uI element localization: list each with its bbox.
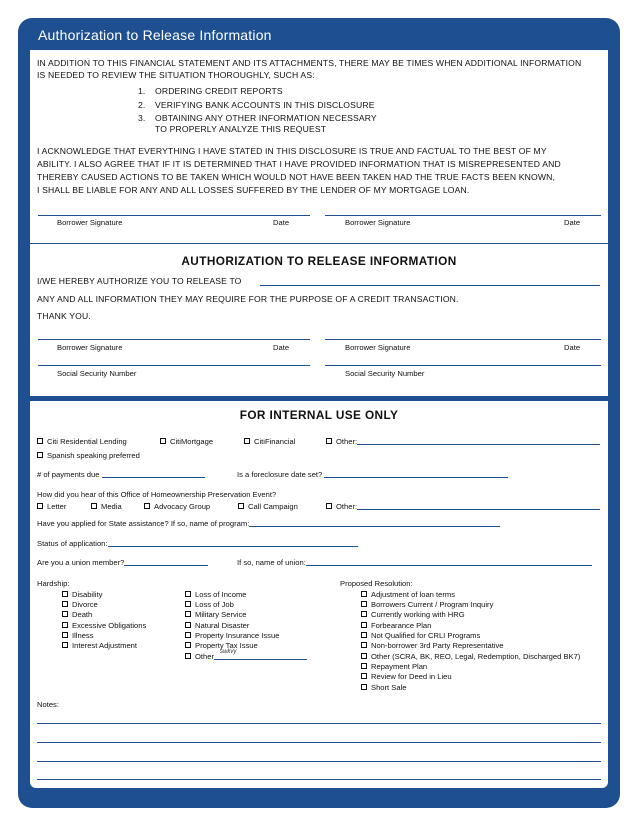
heard-option-other[interactable] [326, 501, 600, 513]
ssn-line[interactable] [38, 365, 310, 366]
checkbox[interactable] [185, 653, 191, 659]
option-label: Loss of Job [195, 600, 234, 609]
internal-use-panel [30, 401, 608, 788]
item-text-continued: TO PROPERLY ANALYZE THIS REQUEST [155, 124, 327, 134]
checkbox[interactable] [326, 438, 332, 444]
checkbox[interactable] [361, 611, 367, 617]
org-option-citi-residential[interactable] [37, 436, 127, 448]
resolution-option[interactable] [361, 682, 406, 694]
application-status-field[interactable] [108, 539, 358, 547]
hardship-option-other[interactable] [185, 651, 307, 663]
option-label: Not Qualified for CRLI Programs [371, 631, 481, 640]
option-label: Loss of Income [195, 590, 247, 599]
checkbox[interactable] [62, 622, 68, 628]
checkbox[interactable] [62, 611, 68, 617]
org-other-field[interactable] [357, 437, 600, 445]
ack-line-3: THEREBY CAUSED ACTIONS TO BE TAKEN WHICH WOULD NOT HAVE BEEN TAKEN HAD THE TRUE FACTS BEEN KNOWN, [37, 172, 556, 182]
checkbox[interactable] [62, 632, 68, 638]
option-label: Citi Residential Lending [47, 437, 127, 446]
internal-heading: FOR INTERNAL USE ONLY [239, 408, 399, 422]
option-label: Death [72, 610, 93, 619]
checkbox[interactable] [37, 438, 43, 444]
checkbox[interactable] [361, 591, 367, 597]
option-label: Review for Deed in Lieu [371, 672, 452, 681]
auth-line-2: ANY AND ALL INFORMATION THEY MAY REQUIRE FOR THE PURPOSE OF A CREDIT TRANSACTION. [37, 294, 459, 304]
checkbox[interactable] [37, 452, 43, 458]
union-member [37, 557, 208, 569]
notes-label: Notes: [37, 700, 59, 709]
handwritten-note: swkvy [220, 649, 237, 655]
payments-due [37, 469, 205, 481]
option-label: Borrowers Current / Program Inquiry [371, 600, 494, 609]
option-label: Non-borrower 3rd Party Representative [371, 641, 504, 650]
option-label: Media [101, 502, 122, 511]
union-member-field[interactable] [124, 558, 208, 566]
application-status [37, 538, 358, 550]
option-label: CitiFinancial [254, 437, 296, 446]
release-to-field[interactable] [260, 285, 600, 286]
heard-other-field[interactable] [357, 502, 600, 510]
option-label: Divorce [72, 600, 98, 609]
org-option-citifinancial[interactable] [244, 436, 295, 448]
auth-line-1: I/WE HEREBY AUTHORIZE YOU TO RELEASE TO [37, 276, 242, 286]
checkbox[interactable] [185, 611, 191, 617]
auth-line-3: THANK YOU. [37, 311, 91, 321]
option-label: Interest Adjustment [72, 641, 138, 650]
option-label: Military Service [195, 610, 247, 619]
option-label: Currently working with HRG [371, 610, 465, 619]
heard-option-media[interactable] [91, 501, 122, 513]
borrower-signature-label: Borrower Signature [57, 343, 123, 352]
checkbox[interactable] [62, 601, 68, 607]
org-option-other[interactable] [326, 436, 600, 448]
checkbox[interactable] [361, 663, 367, 669]
checkbox[interactable] [62, 591, 68, 597]
co-borrower-signature-line[interactable] [325, 339, 601, 340]
checkbox[interactable] [361, 642, 367, 648]
hardship-label: Hardship: [37, 579, 70, 588]
option-label: Other: [336, 437, 358, 446]
union-name-field[interactable] [306, 558, 592, 566]
checkbox[interactable] [37, 503, 43, 509]
checkbox[interactable] [185, 632, 191, 638]
borrower-signature-label: Borrower Signature [345, 343, 411, 352]
union-name-label: If so, name of union: [237, 558, 306, 567]
union-name [237, 557, 592, 569]
ssn-line[interactable] [325, 365, 601, 366]
checkbox[interactable] [361, 632, 367, 638]
option-label: Advocacy Group [154, 502, 211, 511]
option-label: Natural Disaster [195, 621, 250, 630]
borrower-signature-label: Borrower Signature [57, 218, 123, 227]
spanish-option[interactable] [37, 450, 140, 462]
ack-line-2: ABILITY. I ALSO AGREE THAT IF IT IS DETERMINED THAT I HAVE PROVIDED INFORMATION THAT IS MISREPRESENTED AND [37, 159, 561, 169]
item-text: OBTAINING ANY OTHER INFORMATION NECESSARY [155, 113, 377, 123]
heard-option-advocacy[interactable] [144, 501, 210, 513]
option-label: Excessive Obligations [72, 621, 147, 630]
item-number: 1. [138, 86, 146, 96]
application-status-label: Status of application: [37, 539, 108, 548]
option-label: Spanish speaking preferred [47, 451, 140, 460]
notes-line[interactable] [37, 742, 601, 743]
item-text: ORDERING CREDIT REPORTS [155, 86, 283, 96]
payments-due-label: # of payments due [37, 470, 100, 479]
item-number: 2. [138, 100, 146, 110]
co-borrower-signature-line[interactable] [325, 215, 601, 216]
checkbox[interactable] [185, 642, 191, 648]
option-label: Short Sale [371, 683, 407, 692]
foreclosure-question [237, 469, 508, 481]
option-label: Other [195, 652, 214, 661]
date-label: Date [564, 218, 581, 227]
checkbox[interactable] [326, 503, 332, 509]
option-label: Call Campaign [248, 502, 298, 511]
checkbox[interactable] [361, 684, 367, 690]
borrower-signature-line[interactable] [38, 215, 310, 216]
state-program-field[interactable] [249, 519, 500, 527]
option-label: Other: [336, 502, 358, 511]
hardship-option[interactable] [62, 640, 137, 652]
checkbox[interactable] [160, 438, 166, 444]
notes-line[interactable] [37, 761, 601, 762]
foreclosure-label: Is a foreclosure date set? [237, 470, 323, 479]
item-number: 3. [138, 113, 146, 123]
union-member-label: Are you a union member? [37, 558, 125, 567]
org-option-citimortgage[interactable] [160, 436, 213, 448]
option-label: Property Tax Issue [195, 641, 258, 650]
heard-option-call-campaign[interactable] [238, 501, 298, 513]
heard-question: How did you hear of this Office of Homeownership Preservation Event? [37, 490, 277, 499]
ssn-label: Social Security Number [57, 369, 137, 378]
checkbox[interactable] [361, 673, 367, 679]
auth-heading: AUTHORIZATION TO RELEASE INFORMATION [181, 254, 457, 268]
notes-line[interactable] [37, 779, 601, 780]
option-label: Letter [47, 502, 67, 511]
option-label: Property Insurance Issue [195, 631, 280, 640]
option-label: Disability [72, 590, 103, 599]
checkbox[interactable] [244, 438, 250, 444]
heard-option-letter[interactable] [37, 501, 66, 513]
borrower-signature-label: Borrower Signature [345, 218, 411, 227]
ack-line-1: I ACKNOWLEDGE THAT EVERYTHING I HAVE STATED IN THIS DISCLOSURE IS TRUE AND FACTUAL TO THE BEST OF MY [37, 146, 547, 156]
section-divider [30, 243, 608, 244]
checkbox[interactable] [361, 601, 367, 607]
option-label: Forbearance Plan [371, 621, 432, 630]
state-assistance-label: Have you applied for State assistance? If so, name of program: [37, 519, 250, 528]
authorization-panel [30, 50, 608, 396]
date-label: Date [564, 343, 581, 352]
payments-due-field[interactable] [102, 470, 205, 478]
date-label: Date [273, 218, 290, 227]
foreclosure-field[interactable] [324, 470, 508, 478]
notes-line[interactable] [37, 723, 601, 724]
checkbox[interactable] [361, 653, 367, 659]
ack-line-4: I SHALL BE LIABLE FOR ANY AND ALL LOSSES SUFFERED BY THE LENDER OF MY MORTGAGE LOAN. [37, 185, 470, 195]
option-label: Illness [72, 631, 94, 640]
option-label: CitiMortgage [170, 437, 214, 446]
option-label: Adjustment of loan terms [371, 590, 455, 599]
ssn-label: Social Security Number [345, 369, 425, 378]
checkbox[interactable] [62, 642, 68, 648]
checkbox[interactable] [361, 622, 367, 628]
date-label: Date [273, 343, 290, 352]
resolution-label: Proposed Resolution: [340, 579, 413, 588]
option-label: Repayment Plan [371, 662, 428, 671]
borrower-signature-line[interactable] [38, 339, 310, 340]
checkbox[interactable] [144, 503, 150, 509]
checkbox[interactable] [185, 591, 191, 597]
checkbox[interactable] [185, 622, 191, 628]
checkbox[interactable] [91, 503, 97, 509]
form-title: Authorization to Release Information [38, 27, 272, 43]
intro-line-2: IS NEEDED TO REVIEW THE SITUATION THOROUGHLY, SUCH AS: [37, 70, 315, 80]
item-text: VERIFYING BANK ACCOUNTS IN THIS DISCLOSURE [155, 100, 375, 110]
checkbox[interactable] [238, 503, 244, 509]
state-assistance [37, 518, 500, 530]
option-label: Other (SCRA, BK, REO, Legal, Redemption, Discharged BK7) [371, 652, 581, 661]
checkbox[interactable] [185, 601, 191, 607]
intro-line-1: IN ADDITION TO THIS FINANCIAL STATEMENT AND ITS ATTACHMENTS, THERE MAY BE TIMES WHEN ADDITIONAL INFORMATION [37, 58, 582, 68]
